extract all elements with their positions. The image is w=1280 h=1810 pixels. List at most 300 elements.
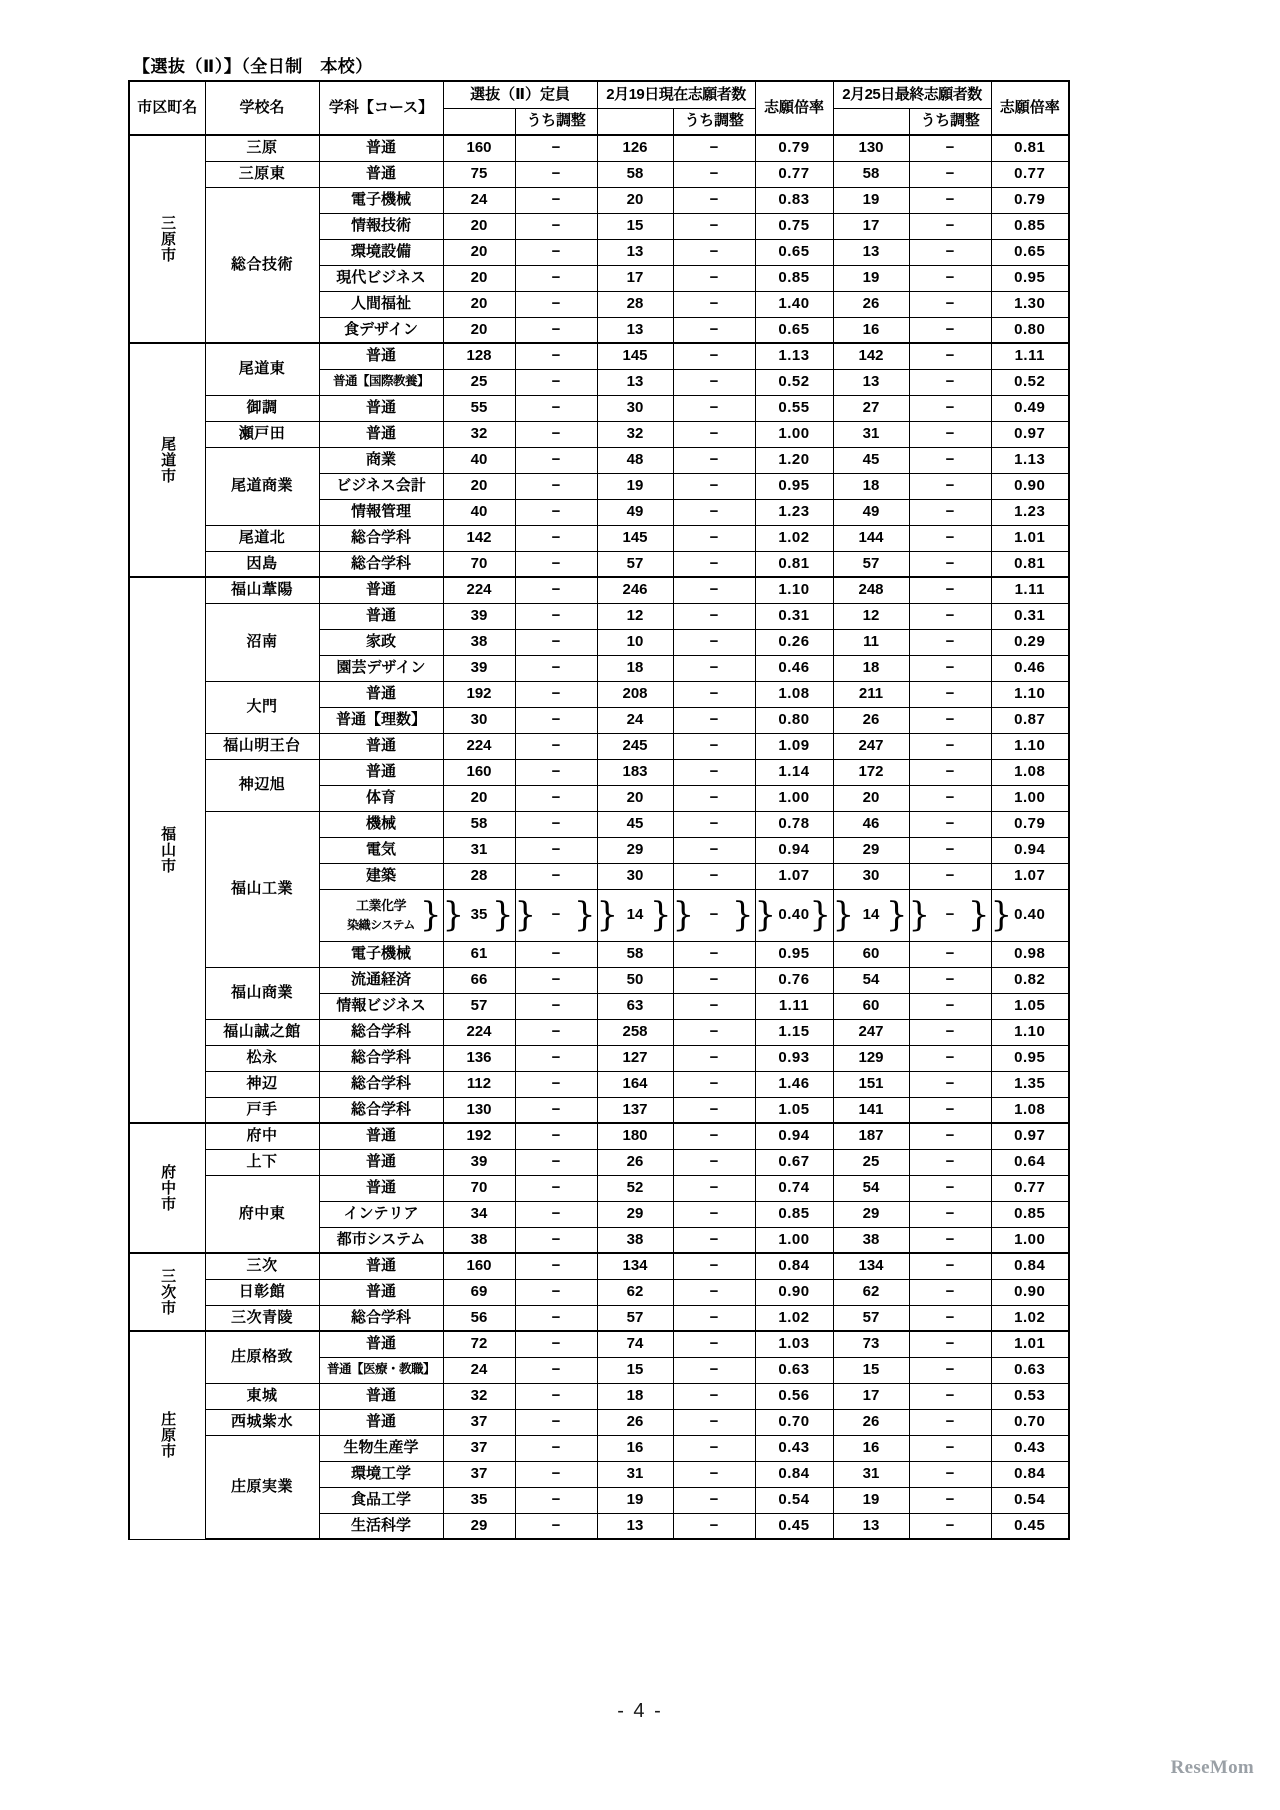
- col-header-applicants-feb25: 2月25日最終志願者数: [833, 81, 991, 108]
- applicants-feb25-adjust-cell: −: [909, 603, 991, 629]
- quota-cell: 224: [443, 577, 515, 603]
- quota-adjust-cell: −: [515, 941, 597, 967]
- rate-feb25-cell: 0.43: [991, 1435, 1069, 1461]
- applicants-feb25-cell: 247: [833, 1019, 909, 1045]
- applicants-feb25-cell: 13: [833, 1513, 909, 1539]
- quota-adjust-cell: −: [515, 317, 597, 343]
- applicants-feb25-cell: 12: [833, 603, 909, 629]
- quota-cell: 56: [443, 1305, 515, 1331]
- department-cell: 流通経済: [319, 967, 443, 993]
- quota-adjust-cell: −: [515, 265, 597, 291]
- department-cell: 人間福祉: [319, 291, 443, 317]
- brace-icon: }: [754, 895, 777, 935]
- applicants-feb19-adjust-cell: −: [673, 577, 755, 603]
- applicants-feb19-cell: 30: [597, 863, 673, 889]
- rate-feb19-cell: [755, 889, 833, 941]
- applicants-feb25-cell: 57: [833, 551, 909, 577]
- col-header-app19-adj: うち調整: [673, 108, 755, 135]
- applicants-feb19-adjust-cell: −: [673, 707, 755, 733]
- table-row: [129, 1409, 1069, 1435]
- applicants-feb19-cell: 145: [597, 525, 673, 551]
- rate-feb19-cell: 1.08: [755, 681, 833, 707]
- applicants-feb19-adjust-cell: −: [673, 1149, 755, 1175]
- applicants-feb19-adjust-cell: −: [673, 1123, 755, 1149]
- col-header-quota-blank: [443, 108, 515, 135]
- quota-cell: 34: [443, 1201, 515, 1227]
- applicants-feb25-cell: 144: [833, 525, 909, 551]
- table-row: [129, 1071, 1069, 1097]
- rate-feb25-cell: [991, 889, 1069, 941]
- brace-icon: }: [832, 895, 855, 935]
- quota-cell: 20: [443, 785, 515, 811]
- applicants-feb25-adjust-cell: −: [909, 863, 991, 889]
- applicants-feb25-adjust-cell: −: [909, 993, 991, 1019]
- applicants-feb19-adjust-cell: −: [673, 1175, 755, 1201]
- brace-icon: }: [596, 895, 619, 935]
- applicants-feb19-cell: 134: [597, 1253, 673, 1279]
- applicants-feb19-cell: 24: [597, 707, 673, 733]
- applicants-feb25-cell: [833, 889, 909, 941]
- quota-adjust-cell: −: [515, 1461, 597, 1487]
- applicants-feb25-adjust-cell: −: [909, 291, 991, 317]
- quota-adjust-cell: −: [515, 811, 597, 837]
- quota-adjust-cell: −: [515, 1409, 597, 1435]
- department-cell: [319, 889, 443, 941]
- department-cell: 環境設備: [319, 239, 443, 265]
- rate-feb25-cell: 1.02: [991, 1305, 1069, 1331]
- applicants-feb25-cell: 187: [833, 1123, 909, 1149]
- applicants-feb19-cell: 183: [597, 759, 673, 785]
- rate-feb19-cell: 1.14: [755, 759, 833, 785]
- department-cell: 電子機械: [319, 187, 443, 213]
- applicants-feb19-cell: 12: [597, 603, 673, 629]
- department-cell: 普通: [319, 1331, 443, 1357]
- applicants-feb25-adjust-cell: −: [909, 1045, 991, 1071]
- applicants-feb25-cell: 17: [833, 1383, 909, 1409]
- applicants-feb25-cell: 19: [833, 187, 909, 213]
- quota-cell: 40: [443, 447, 515, 473]
- quota-cell: 160: [443, 1253, 515, 1279]
- quota-cell: 32: [443, 421, 515, 447]
- quota-cell: 69: [443, 1279, 515, 1305]
- quota-adjust-cell: −: [515, 291, 597, 317]
- department-cell: 機械: [319, 811, 443, 837]
- quota-cell: 224: [443, 1019, 515, 1045]
- quota-cell: 24: [443, 187, 515, 213]
- school-name-cell: 大門: [205, 681, 319, 733]
- applicants-feb25-adjust-cell: −: [909, 1487, 991, 1513]
- rate-feb19-cell: 1.40: [755, 291, 833, 317]
- school-name-cell: 福山工業: [205, 811, 319, 967]
- rate-feb19-cell: 0.80: [755, 707, 833, 733]
- department-cell: 普通: [319, 135, 443, 161]
- applicants-feb19-adjust-cell: −: [673, 1019, 755, 1045]
- applicants-feb19-cell: 245: [597, 733, 673, 759]
- applicants-feb25-cell: 60: [833, 941, 909, 967]
- rate-feb25-cell: 0.63: [991, 1357, 1069, 1383]
- applicants-feb19-cell: 49: [597, 499, 673, 525]
- city-label: 三原市: [159, 215, 177, 263]
- col-header-applicants-feb19: 2月19日現在志願者数: [597, 81, 755, 108]
- rate-feb25-cell: 0.90: [991, 473, 1069, 499]
- rate-feb25-cell: 1.23: [991, 499, 1069, 525]
- rate-feb25-cell: 0.65: [991, 239, 1069, 265]
- applicants-feb25-adjust-cell: −: [909, 1435, 991, 1461]
- applicants-feb19-adjust-cell: −: [673, 1331, 755, 1357]
- applicants-feb19-adjust-cell: −: [673, 733, 755, 759]
- quota-adjust-cell: −: [515, 473, 597, 499]
- quota-adjust-cell: −: [515, 1149, 597, 1175]
- rate-feb25-cell: 0.31: [991, 603, 1069, 629]
- applicants-feb19-cell: 20: [597, 187, 673, 213]
- table-row: [129, 421, 1069, 447]
- applicants-feb25-cell: 18: [833, 655, 909, 681]
- rate-feb25-cell: 0.82: [991, 967, 1069, 993]
- applicants-feb19-cell: 50: [597, 967, 673, 993]
- quota-cell: 75: [443, 161, 515, 187]
- quota-adjust-cell: −: [515, 1357, 597, 1383]
- quota-cell: 112: [443, 1071, 515, 1097]
- department-cell: 家政: [319, 629, 443, 655]
- applicants-feb19-cell: 30: [597, 395, 673, 421]
- school-name-cell: 庄原格致: [205, 1331, 319, 1383]
- applicants-feb25-adjust-cell: −: [909, 681, 991, 707]
- rate-feb19-cell: 0.46: [755, 655, 833, 681]
- quota-adjust-cell: −: [515, 1279, 597, 1305]
- table-row: [129, 811, 1069, 837]
- brace-icon: }: [419, 895, 442, 935]
- applicants-feb25-cell: 31: [833, 1461, 909, 1487]
- department-cell: 現代ビジネス: [319, 265, 443, 291]
- applicants-feb19-cell: 52: [597, 1175, 673, 1201]
- department-cell: 総合学科: [319, 1071, 443, 1097]
- department-cell: 都市システム: [319, 1227, 443, 1253]
- department-cell: 普通: [319, 421, 443, 447]
- applicants-feb19-adjust-cell: −: [673, 1487, 755, 1513]
- brace-icon: }: [442, 895, 465, 935]
- rate-feb25-cell: 0.49: [991, 395, 1069, 421]
- applicants-feb25-adjust-cell: −: [909, 941, 991, 967]
- rate-feb19-cell: 0.76: [755, 967, 833, 993]
- rate-feb25-cell: 0.97: [991, 421, 1069, 447]
- applicants-feb25-cell: 26: [833, 707, 909, 733]
- quota-cell: 20: [443, 317, 515, 343]
- quota-cell: 31: [443, 837, 515, 863]
- applicants-feb19-cell: 16: [597, 1435, 673, 1461]
- table-row: [129, 1435, 1069, 1461]
- department-cell: 総合学科: [319, 525, 443, 551]
- rate-feb25-cell: 1.00: [991, 785, 1069, 811]
- applicants-feb25-cell: 172: [833, 759, 909, 785]
- rate-feb19-cell: 0.31: [755, 603, 833, 629]
- department-cell: 電子機械: [319, 941, 443, 967]
- city-cell: [129, 135, 205, 343]
- rate-feb25-cell: 0.77: [991, 161, 1069, 187]
- header-row-1: [129, 81, 1069, 108]
- rate-feb19-cell: 0.63: [755, 1357, 833, 1383]
- department-cell: 商業: [319, 447, 443, 473]
- applicants-feb19-adjust-cell: −: [673, 1201, 755, 1227]
- department-cell: 環境工学: [319, 1461, 443, 1487]
- applicants-feb19-adjust-cell: −: [673, 447, 755, 473]
- department-cell: 普通: [319, 1409, 443, 1435]
- applicants-feb25-cell: 16: [833, 317, 909, 343]
- department-cell: 総合学科: [319, 1305, 443, 1331]
- applicants-feb25-adjust-cell: −: [909, 837, 991, 863]
- rate-feb19-cell: 0.45: [755, 1513, 833, 1539]
- applicants-feb25-adjust-cell: −: [909, 1409, 991, 1435]
- rate-feb19-cell: 1.00: [755, 421, 833, 447]
- quota-adjust-cell: −: [515, 447, 597, 473]
- applicants-feb19-cell: 29: [597, 1201, 673, 1227]
- brace-icon: }: [672, 895, 695, 935]
- rate-feb25-cell: 1.01: [991, 1331, 1069, 1357]
- brace-icon: }: [491, 895, 514, 935]
- school-name-cell: 庄原実業: [205, 1435, 319, 1539]
- rate-feb25-cell: 0.81: [991, 551, 1069, 577]
- applicants-feb25-cell: 38: [833, 1227, 909, 1253]
- applicants-feb19-adjust-cell: −: [673, 811, 755, 837]
- applicants-feb19-cell: 208: [597, 681, 673, 707]
- department-cell: 体育: [319, 785, 443, 811]
- department-cell: 普通: [319, 1149, 443, 1175]
- applicants-feb25-cell: 13: [833, 239, 909, 265]
- col-header-dept: 学科【コース】: [319, 81, 443, 135]
- quota-adjust-cell: −: [515, 655, 597, 681]
- brace-icon: }: [573, 895, 596, 935]
- applicants-feb19-adjust-cell: −: [673, 967, 755, 993]
- quota-cell: 39: [443, 603, 515, 629]
- rate-feb25-cell: 1.11: [991, 577, 1069, 603]
- quota-adjust-cell: −: [515, 967, 597, 993]
- applicants-feb19-adjust-cell: −: [673, 369, 755, 395]
- rate-feb19-cell: 1.10: [755, 577, 833, 603]
- applicants-feb19-cell: 13: [597, 1513, 673, 1539]
- city-label: 福山市: [159, 826, 177, 874]
- applicants-feb25-adjust-cell: [909, 889, 991, 941]
- applicants-feb25-cell: 29: [833, 837, 909, 863]
- rate-feb25-cell: 0.81: [991, 135, 1069, 161]
- rate-feb25-cell: 1.10: [991, 1019, 1069, 1045]
- col-header-quota: 選抜（Ⅱ）定員: [443, 81, 597, 108]
- applicants-feb19-cell: 26: [597, 1149, 673, 1175]
- rate-feb25-cell: 0.95: [991, 265, 1069, 291]
- rate-feb25-cell: 1.01: [991, 525, 1069, 551]
- brace-icon: }: [514, 895, 537, 935]
- applicants-feb25-adjust-cell: −: [909, 187, 991, 213]
- quota-cell: 32: [443, 1383, 515, 1409]
- department-cell: 生物生産学: [319, 1435, 443, 1461]
- col-header-city: 市区町名: [129, 81, 205, 135]
- quota-cell: 20: [443, 239, 515, 265]
- quota-adjust-cell: −: [515, 1175, 597, 1201]
- school-name-cell: 東城: [205, 1383, 319, 1409]
- school-name-cell: 日彰館: [205, 1279, 319, 1305]
- department-cell: 普通: [319, 1279, 443, 1305]
- applicants-feb25-cell: 142: [833, 343, 909, 369]
- col-header-rate-feb19: 志願倍率: [755, 81, 833, 135]
- department-cell: 普通: [319, 1175, 443, 1201]
- table-row: [129, 1019, 1069, 1045]
- quota-adjust-cell: −: [515, 343, 597, 369]
- applicants-feb19-adjust-cell: −: [673, 1279, 755, 1305]
- col-header-app19-blank: [597, 108, 673, 135]
- city-cell: [129, 1331, 205, 1539]
- applicants-feb25-cell: 13: [833, 369, 909, 395]
- quota-cell: 57: [443, 993, 515, 1019]
- quota-cell: 25: [443, 369, 515, 395]
- rate-feb25-cell: 1.13: [991, 447, 1069, 473]
- quota-adjust-cell: −: [515, 759, 597, 785]
- applicants-feb19-adjust-cell: −: [673, 1409, 755, 1435]
- applicants-feb19-adjust-cell: −: [673, 291, 755, 317]
- department-cell: 食品工学: [319, 1487, 443, 1513]
- rate-feb25-cell: 0.53: [991, 1383, 1069, 1409]
- applicants-feb25-cell: 20: [833, 785, 909, 811]
- applicants-feb19-cell: 164: [597, 1071, 673, 1097]
- applicants-feb19-cell: 18: [597, 1383, 673, 1409]
- rate-feb25-cell: 0.84: [991, 1253, 1069, 1279]
- table-row: [129, 1097, 1069, 1123]
- quota-adjust-cell: −: [515, 499, 597, 525]
- applicants-feb19-cell: 28: [597, 291, 673, 317]
- cell-value: 35: [470, 906, 488, 924]
- rate-feb25-cell: 1.08: [991, 1097, 1069, 1123]
- applicants-feb25-cell: 247: [833, 733, 909, 759]
- rate-feb19-cell: 0.56: [755, 1383, 833, 1409]
- quota-cell: 160: [443, 135, 515, 161]
- applicants-feb25-adjust-cell: −: [909, 525, 991, 551]
- applicants-feb25-adjust-cell: −: [909, 1097, 991, 1123]
- applicants-feb19-cell: 15: [597, 1357, 673, 1383]
- rate-feb25-cell: 1.00: [991, 1227, 1069, 1253]
- rate-feb19-cell: 0.93: [755, 1045, 833, 1071]
- quota-adjust-cell: −: [515, 577, 597, 603]
- school-name-cell: 尾道北: [205, 525, 319, 551]
- applicants-feb19-adjust-cell: −: [673, 863, 755, 889]
- department-cell: インテリア: [319, 1201, 443, 1227]
- department-cell: 普通: [319, 577, 443, 603]
- col-header-app25-adj: うち調整: [909, 108, 991, 135]
- applicants-feb25-cell: 19: [833, 265, 909, 291]
- applicants-feb25-cell: 57: [833, 1305, 909, 1331]
- applicants-feb19-cell: 31: [597, 1461, 673, 1487]
- applicants-feb19-adjust-cell: −: [673, 785, 755, 811]
- rate-feb19-cell: 1.00: [755, 1227, 833, 1253]
- rate-feb25-cell: 1.11: [991, 343, 1069, 369]
- rate-feb25-cell: 0.85: [991, 213, 1069, 239]
- applicants-feb25-cell: 17: [833, 213, 909, 239]
- school-name-cell: 御調: [205, 395, 319, 421]
- table-body: [129, 135, 1069, 1539]
- city-cell: [129, 577, 205, 1123]
- department-cell: 建築: [319, 863, 443, 889]
- department-cell: 普通: [319, 759, 443, 785]
- quota-cell: [443, 889, 515, 941]
- rate-feb19-cell: 0.94: [755, 1123, 833, 1149]
- applicants-feb25-cell: 129: [833, 1045, 909, 1071]
- rate-feb19-cell: 1.03: [755, 1331, 833, 1357]
- applicants-feb25-adjust-cell: −: [909, 369, 991, 395]
- applicants-feb19-cell: 13: [597, 369, 673, 395]
- table-row: [129, 1279, 1069, 1305]
- department-cell: 総合学科: [319, 1045, 443, 1071]
- rate-feb25-cell: 0.98: [991, 941, 1069, 967]
- applicants-feb19-cell: 127: [597, 1045, 673, 1071]
- quota-adjust-cell: −: [515, 993, 597, 1019]
- applicants-feb25-adjust-cell: −: [909, 707, 991, 733]
- applicants-feb19-adjust-cell: −: [673, 395, 755, 421]
- quota-cell: 30: [443, 707, 515, 733]
- quota-adjust-cell: −: [515, 681, 597, 707]
- applicants-feb25-cell: 27: [833, 395, 909, 421]
- applicants-feb25-cell: 151: [833, 1071, 909, 1097]
- school-name-cell: 尾道商業: [205, 447, 319, 525]
- applicants-feb25-cell: 141: [833, 1097, 909, 1123]
- brace-icon: }: [731, 895, 754, 935]
- cell-value: 0.40: [778, 906, 810, 924]
- rate-feb19-cell: 0.67: [755, 1149, 833, 1175]
- department-label: 工業化学: [355, 898, 406, 914]
- table-row: [129, 1383, 1069, 1409]
- applicants-feb19-adjust-cell: [673, 889, 755, 941]
- applicants-feb25-adjust-cell: −: [909, 213, 991, 239]
- applicants-feb19-cell: 17: [597, 265, 673, 291]
- table-row: [129, 395, 1069, 421]
- rate-feb19-cell: 1.07: [755, 863, 833, 889]
- city-label: 庄原市: [159, 1411, 177, 1460]
- rate-feb19-cell: 0.79: [755, 135, 833, 161]
- rate-feb25-cell: 0.79: [991, 811, 1069, 837]
- applicants-feb25-cell: 73: [833, 1331, 909, 1357]
- school-name-cell: 瀬戸田: [205, 421, 319, 447]
- quota-cell: 37: [443, 1435, 515, 1461]
- rate-feb25-cell: 1.35: [991, 1071, 1069, 1097]
- applicants-feb19-cell: 63: [597, 993, 673, 1019]
- table-row: [129, 551, 1069, 577]
- applicants-feb25-adjust-cell: −: [909, 551, 991, 577]
- quota-cell: 37: [443, 1409, 515, 1435]
- cell-value: 14: [862, 906, 880, 924]
- applicants-feb25-adjust-cell: −: [909, 759, 991, 785]
- quota-cell: 61: [443, 941, 515, 967]
- school-name-cell: 西城紫水: [205, 1409, 319, 1435]
- rate-feb19-cell: 0.83: [755, 187, 833, 213]
- quota-adjust-cell: −: [515, 239, 597, 265]
- applicants-feb19-adjust-cell: −: [673, 1513, 755, 1539]
- quota-cell: 35: [443, 1487, 515, 1513]
- quota-adjust-cell: −: [515, 1305, 597, 1331]
- rate-feb25-cell: 0.97: [991, 1123, 1069, 1149]
- quota-adjust-cell: [515, 889, 597, 941]
- rate-feb25-cell: 0.29: [991, 629, 1069, 655]
- table-row: [129, 447, 1069, 473]
- table-row: [129, 1045, 1069, 1071]
- quota-adjust-cell: −: [515, 1045, 597, 1071]
- department-cell: 情報技術: [319, 213, 443, 239]
- department-cell: 普通【理数】: [319, 707, 443, 733]
- school-name-cell: 福山葦陽: [205, 577, 319, 603]
- applicants-feb25-adjust-cell: −: [909, 1383, 991, 1409]
- applicants-feb25-cell: 130: [833, 135, 909, 161]
- applicants-feb25-adjust-cell: −: [909, 967, 991, 993]
- school-name-cell: 三原東: [205, 161, 319, 187]
- school-name-cell: 福山商業: [205, 967, 319, 1019]
- department-cell: 生活科学: [319, 1513, 443, 1539]
- rate-feb25-cell: 0.64: [991, 1149, 1069, 1175]
- quota-cell: 55: [443, 395, 515, 421]
- quota-cell: 130: [443, 1097, 515, 1123]
